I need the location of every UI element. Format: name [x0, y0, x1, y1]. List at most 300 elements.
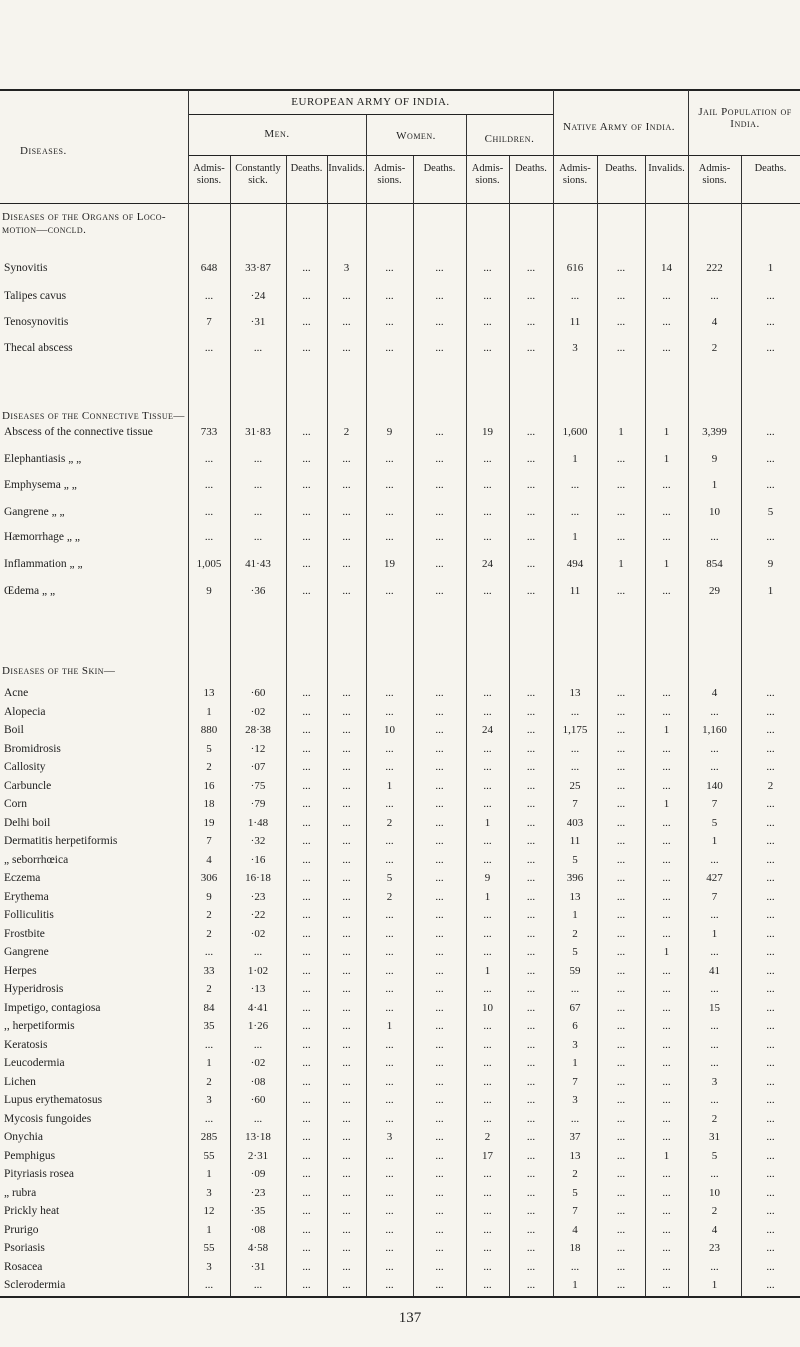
column-header: Admis-sions. [559, 163, 591, 186]
table-cell: 1 [386, 1020, 393, 1032]
table-cell: 2 [484, 1131, 491, 1143]
men-header: Men. [264, 128, 290, 140]
table-cell: ... [342, 585, 351, 597]
table-row [0, 1094, 800, 1114]
table-cell: ... [483, 453, 492, 465]
table-cell: ... [204, 479, 214, 491]
table-cell: ... [526, 453, 536, 465]
table-cell: 396 [566, 872, 584, 884]
table-cell: ·09 [250, 1168, 266, 1180]
table-cell: 1,005 [196, 558, 222, 570]
table-cell: 5 [711, 1150, 718, 1162]
table-cell: 12 [203, 1205, 215, 1217]
table-cell: ... [526, 854, 536, 866]
table-cell: ... [302, 872, 311, 884]
table-cell: ... [662, 780, 671, 792]
table-cell: ... [526, 531, 536, 543]
table-cell: 7 [572, 1205, 578, 1217]
table-cell: ... [483, 1168, 492, 1180]
row-label: Tenosynovitis [4, 316, 69, 328]
table-cell: ... [342, 1002, 351, 1014]
table-cell: ... [616, 1076, 626, 1088]
table-cell: ... [766, 531, 775, 543]
table-cell: ... [435, 706, 444, 718]
table-cell: ... [766, 1020, 775, 1032]
table-cell: 41·43 [245, 558, 271, 570]
table-cell: 1·48 [247, 817, 269, 829]
table-cell: ... [342, 1224, 351, 1236]
table-cell: 648 [200, 262, 218, 274]
table-cell: ... [616, 928, 626, 940]
table-cell: ·31 [250, 316, 266, 328]
table-cell: 31 [709, 1131, 720, 1143]
table-cell: ... [766, 798, 775, 810]
table-cell: ... [342, 891, 351, 903]
table-cell: ... [302, 1057, 311, 1069]
table-row [0, 1261, 800, 1281]
table-cell: ·02 [250, 1057, 266, 1069]
table-cell: ... [483, 479, 492, 491]
table-cell: ... [616, 854, 626, 866]
table-cell: ... [662, 1113, 671, 1125]
table-cell: ... [710, 531, 719, 543]
row-label: Boil [4, 724, 24, 736]
table-cell: 9 [484, 872, 491, 884]
table-cell: ... [616, 262, 626, 274]
table-cell: ... [662, 506, 671, 518]
table-cell: ... [435, 687, 444, 699]
table-cell: 4 [206, 854, 212, 866]
table-cell: 29 [709, 585, 720, 597]
table-cell: ... [662, 1205, 671, 1217]
table-cell: 16·18 [245, 872, 271, 884]
table-cell: 1 [572, 1057, 578, 1069]
table-cell: ... [435, 946, 444, 958]
table-cell: ... [616, 342, 626, 354]
table-cell: ... [302, 965, 311, 977]
table-cell: ... [302, 854, 311, 866]
table-cell: ·12 [250, 743, 266, 755]
table-row [0, 1131, 800, 1151]
table-cell: ... [302, 909, 311, 921]
table-cell: 1 [663, 558, 670, 570]
table-cell: ... [435, 558, 444, 570]
page-number: 137 [398, 1310, 422, 1326]
table-cell: 2 [206, 1076, 212, 1088]
table-cell: ... [302, 724, 311, 736]
table-cell: ·23 [250, 1187, 266, 1199]
row-label: Psoriasis [4, 1242, 45, 1254]
table-cell: ... [302, 1020, 311, 1032]
table-cell: 18 [569, 1242, 581, 1254]
table-cell: ... [526, 1039, 536, 1051]
table-cell: 1,600 [562, 426, 588, 438]
table-cell: ... [662, 891, 671, 903]
table-cell: ... [302, 780, 311, 792]
table-row [0, 316, 800, 336]
table-cell: ... [616, 983, 626, 995]
table-cell: ... [662, 854, 671, 866]
row-label: Corn [4, 798, 27, 810]
table-cell: ... [342, 706, 351, 718]
table-cell: ... [435, 1113, 444, 1125]
table-cell: ... [483, 706, 492, 718]
table-cell: ... [385, 585, 394, 597]
table-cell: ... [616, 780, 626, 792]
table-row [0, 983, 800, 1003]
table-cell: ... [302, 453, 311, 465]
table-cell: ... [616, 1094, 626, 1106]
table-cell: ... [483, 1187, 492, 1199]
table-cell: ... [616, 1150, 626, 1162]
table-cell: ... [483, 1261, 492, 1273]
table-cell: 9 [386, 426, 393, 438]
table-cell: ... [662, 965, 671, 977]
table-cell: ... [253, 531, 263, 543]
table-cell: ... [385, 1187, 394, 1199]
table-cell: ... [526, 1002, 536, 1014]
table-cell: 9 [767, 558, 774, 570]
table-cell: ... [616, 506, 626, 518]
table-cell: ... [435, 1224, 444, 1236]
table-row [0, 453, 800, 473]
table-cell: ... [710, 909, 719, 921]
table-cell: ... [526, 585, 536, 597]
table-cell: ... [766, 761, 775, 773]
table-cell: ... [385, 506, 394, 518]
table-cell: ... [385, 1242, 394, 1254]
table-cell: ... [766, 854, 775, 866]
table-cell: ... [766, 1242, 775, 1254]
row-label: Impetigo, contagiosa [4, 1002, 101, 1014]
table-cell: ... [526, 1094, 536, 1106]
table-row [0, 558, 800, 578]
table-cell: ... [204, 506, 214, 518]
table-cell: ... [710, 1168, 719, 1180]
table-cell: ... [766, 928, 775, 940]
table-cell: ... [766, 1150, 775, 1162]
table-cell: ... [435, 724, 444, 736]
table-cell: ... [342, 872, 351, 884]
table-cell: ... [302, 262, 311, 274]
table-cell: 5 [767, 506, 774, 518]
table-cell: ·02 [250, 928, 266, 940]
table-cell: ... [662, 1131, 671, 1143]
table-cell: ... [342, 290, 351, 302]
table-cell: 1 [711, 1279, 718, 1291]
table-cell: ... [526, 1131, 536, 1143]
table-cell: ·13 [250, 983, 266, 995]
table-cell: 7 [206, 316, 212, 328]
table-cell: 1 [618, 426, 624, 438]
table-cell: ... [435, 290, 444, 302]
table-cell: 5 [572, 1187, 578, 1199]
table-cell: ... [385, 835, 394, 847]
table-cell: ... [526, 1187, 536, 1199]
table-cell: 3 [572, 342, 578, 354]
table-cell: 10 [709, 1187, 720, 1199]
table-cell: ... [342, 1261, 351, 1273]
table-row [0, 761, 800, 781]
table-cell: ·07 [250, 761, 266, 773]
table-cell: ... [483, 316, 492, 328]
table-cell: 14 [661, 262, 672, 274]
table-cell: ... [616, 479, 626, 491]
row-label: Acne [4, 687, 29, 699]
table-cell: ... [526, 1279, 536, 1291]
table-cell: ... [616, 1279, 626, 1291]
table-cell: ·24 [250, 290, 266, 302]
table-cell: ... [302, 761, 311, 773]
table-cell: ... [483, 1242, 492, 1254]
table-cell: ... [385, 798, 394, 810]
table-cell: ... [526, 1224, 536, 1236]
table-cell: ... [616, 817, 626, 829]
table-cell: ... [302, 1187, 311, 1199]
table-row [0, 1205, 800, 1225]
table-cell: ... [766, 891, 775, 903]
table-cell: 55 [203, 1150, 215, 1162]
table-cell: ... [526, 290, 536, 302]
table-cell: ... [385, 743, 394, 755]
table-cell: 1 [484, 965, 491, 977]
table-cell: ... [766, 872, 775, 884]
table-cell: 5 [711, 817, 718, 829]
table-cell: ... [526, 798, 536, 810]
table-cell: ... [435, 1205, 444, 1217]
table-cell: ... [526, 817, 536, 829]
table-cell: ... [766, 453, 775, 465]
table-cell: ... [435, 983, 444, 995]
table-cell: ... [253, 946, 263, 958]
table-cell: ... [662, 1002, 671, 1014]
table-cell: 1 [206, 1224, 212, 1236]
row-label: Sclerodermia [4, 1279, 66, 1291]
table-row [0, 290, 800, 310]
table-cell: ... [662, 983, 671, 995]
table-cell: 1 [572, 1279, 578, 1291]
top-rule [0, 89, 800, 91]
column-header: Admis-sions. [471, 163, 504, 186]
row-label: Herpes [4, 965, 37, 977]
table-cell: 306 [200, 872, 218, 884]
table-cell: ... [385, 1205, 394, 1217]
table-cell: ·02 [250, 706, 266, 718]
table-cell: 2 [711, 1205, 718, 1217]
table-cell: ·16 [250, 854, 266, 866]
table-cell: ... [616, 872, 626, 884]
table-cell: ... [302, 1150, 311, 1162]
table-cell: ... [253, 1039, 263, 1051]
table-cell: ... [302, 479, 311, 491]
table-row [0, 743, 800, 763]
table-cell: 4 [711, 316, 718, 328]
table-cell: ... [616, 1205, 626, 1217]
table-cell: ... [385, 479, 394, 491]
table-row [0, 780, 800, 800]
table-cell: ... [253, 1279, 263, 1291]
table-cell: ... [483, 1205, 492, 1217]
table-cell: ... [435, 817, 444, 829]
table-cell: ... [435, 1094, 444, 1106]
table-cell: ... [526, 1113, 536, 1125]
column-header: Admis-sions. [698, 163, 731, 186]
table-cell: 5 [572, 854, 578, 866]
subheader-rule [188, 155, 800, 156]
table-cell: 59 [569, 965, 581, 977]
table-cell: ... [342, 724, 351, 736]
table-cell: 1,160 [702, 724, 727, 736]
table-cell: ... [385, 1039, 394, 1051]
table-cell: ... [385, 928, 394, 940]
table-cell: 55 [203, 1242, 215, 1254]
table-cell: 1 [484, 817, 491, 829]
european-rule [188, 114, 553, 115]
table-cell: ... [616, 453, 626, 465]
table-cell: ... [526, 928, 536, 940]
table-cell: 1 [711, 479, 718, 491]
table-cell: 1 [663, 426, 670, 438]
table-cell: ... [662, 1279, 671, 1291]
table-cell: ... [766, 1187, 775, 1199]
table-cell: 15 [709, 1002, 720, 1014]
table-cell: ... [302, 817, 311, 829]
table-cell: ... [302, 1168, 311, 1180]
table-cell: ... [616, 585, 626, 597]
table-cell: ... [204, 342, 214, 354]
table-cell: 7 [711, 891, 718, 903]
table-cell: 7 [572, 1076, 578, 1088]
table-cell: ... [526, 1205, 536, 1217]
table-cell: 24 [482, 724, 493, 736]
table-cell: ... [302, 316, 311, 328]
column-header: Admis-sions. [193, 163, 225, 186]
table-cell: ... [570, 1113, 580, 1125]
table-cell: ... [710, 743, 719, 755]
table-cell: ... [435, 909, 444, 921]
table-cell: ·22 [250, 909, 266, 921]
table-cell: 13 [203, 687, 215, 699]
table-cell: 2·31 [247, 1150, 269, 1162]
table-cell: ... [302, 891, 311, 903]
table-cell: 23 [709, 1242, 720, 1254]
table-cell: 3 [343, 262, 350, 274]
table-cell: ... [302, 706, 311, 718]
table-cell: ... [662, 761, 671, 773]
row-label: Abscess of the connective tissue [4, 426, 153, 438]
table-row [0, 1002, 800, 1022]
table-cell: ... [435, 506, 444, 518]
table-cell: ... [302, 1279, 311, 1291]
table-cell: 1 [711, 928, 718, 940]
table-cell: ... [302, 928, 311, 940]
row-label: Pityriasis rosea [4, 1168, 74, 1180]
table-cell: 2 [206, 983, 212, 995]
table-cell: ... [616, 946, 626, 958]
table-row [0, 479, 800, 499]
table-cell: ... [204, 946, 214, 958]
table-cell: ... [385, 262, 394, 274]
table-cell: ... [342, 1020, 351, 1032]
table-cell: ·08 [250, 1224, 266, 1236]
table-cell: ... [385, 1076, 394, 1088]
row-label: Frostbite [4, 928, 45, 940]
table-cell: ... [766, 479, 775, 491]
table-cell: ... [616, 965, 626, 977]
table-cell: ... [302, 1113, 311, 1125]
table-cell: ... [483, 342, 492, 354]
table-row [0, 724, 800, 744]
table-cell: 3 [572, 1039, 578, 1051]
table-cell: ... [342, 531, 351, 543]
row-label: Eczema [4, 872, 41, 884]
table-cell: ... [662, 706, 671, 718]
column-header: Deaths. [290, 163, 323, 174]
table-cell: 1,175 [562, 724, 588, 736]
row-label: Erythema [4, 891, 49, 903]
row-label: Inflammation „ „ [4, 558, 83, 570]
table-cell: ... [616, 724, 626, 736]
table-cell: ... [526, 835, 536, 847]
table-cell: 140 [706, 780, 723, 792]
table-cell: 2 [572, 1168, 578, 1180]
table-cell: ... [483, 909, 492, 921]
table-cell: ... [302, 983, 311, 995]
table-cell: ... [385, 1279, 394, 1291]
table-cell: ... [766, 1224, 775, 1236]
table-cell: ... [342, 506, 351, 518]
table-cell: ... [302, 1224, 311, 1236]
table-cell: 19 [384, 558, 395, 570]
table-cell: 1 [663, 946, 670, 958]
table-cell: 9 [711, 453, 718, 465]
table-cell: ·31 [250, 1261, 266, 1273]
table-cell: ... [302, 531, 311, 543]
table-cell: 5 [572, 946, 578, 958]
table-cell: ... [766, 909, 775, 921]
table-cell: ·60 [250, 1094, 266, 1106]
table-cell: ... [302, 743, 311, 755]
table-cell: ... [616, 1057, 626, 1069]
table-cell: ... [435, 854, 444, 866]
table-cell: ... [385, 453, 394, 465]
table-cell: ... [766, 687, 775, 699]
table-cell: 31·83 [245, 426, 271, 438]
table-cell: ... [435, 262, 444, 274]
table-cell: ... [483, 1224, 492, 1236]
table-cell: ... [526, 965, 536, 977]
row-label: Rosacea [4, 1261, 43, 1273]
table-cell: ·75 [250, 780, 266, 792]
table-cell: ... [342, 453, 351, 465]
table-cell: 28·38 [245, 724, 271, 736]
table-cell: ... [662, 531, 671, 543]
table-cell: ... [526, 479, 536, 491]
table-cell: ... [616, 1187, 626, 1199]
table-row [0, 1039, 800, 1059]
table-cell: 25 [569, 780, 581, 792]
row-label: Elephantiasis „ „ [4, 453, 82, 465]
table-cell: ... [526, 1261, 536, 1273]
row-label: Onychia [4, 1131, 43, 1143]
table-cell: ... [302, 1131, 311, 1143]
table-cell: 6 [572, 1020, 578, 1032]
table-cell: ... [570, 743, 580, 755]
table-cell: ... [342, 780, 351, 792]
table-cell: 4 [711, 687, 718, 699]
table-cell: ·08 [250, 1076, 266, 1088]
table-cell: 3 [386, 1131, 393, 1143]
